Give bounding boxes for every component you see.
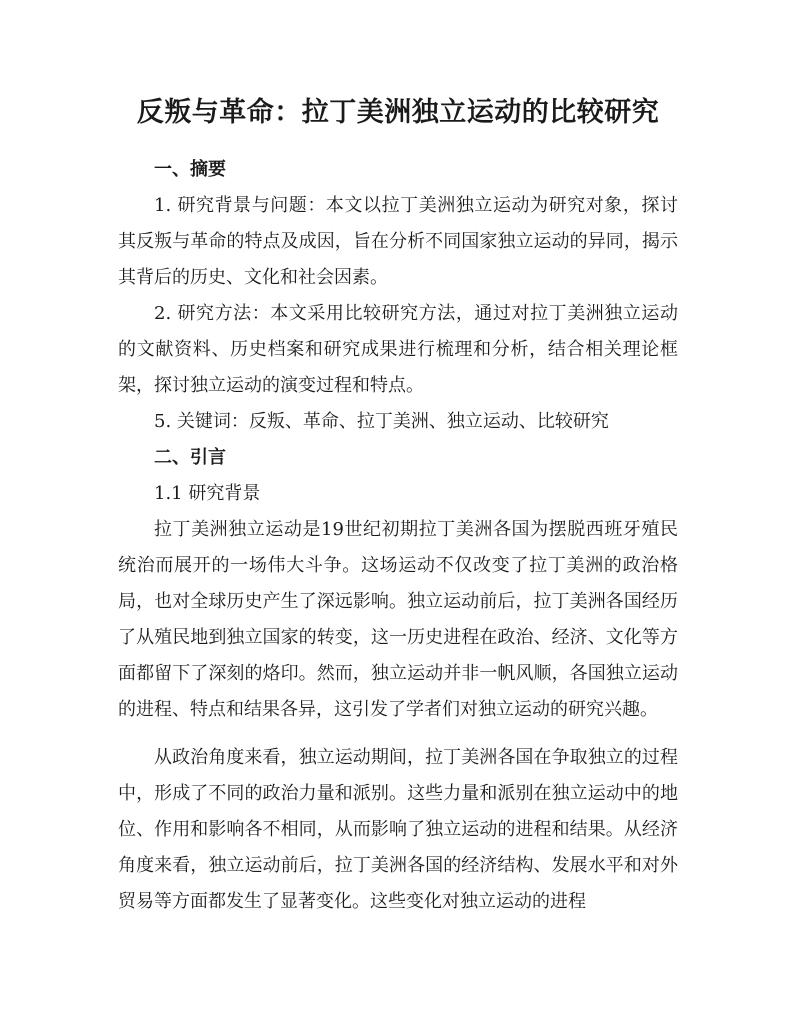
section-heading-introduction: 二、引言 (154, 447, 226, 468)
section-heading-abstract: 一、摘要 (154, 159, 226, 180)
document-page (118, 96, 678, 920)
document-title: 反叛与革命：拉丁美洲独立运动的比较研究 (136, 97, 660, 128)
subsection-heading-background: 1.1 研究背景 (154, 483, 261, 504)
intro-paragraph-2: 从政治角度来看，独立运动期间，拉丁美洲各国在争取独立的过程中，形成了不同的政治力量和派别。这些力量和派别在独立运动中的地位、作用和影响各不相同，从而影响了独立运动的进程和结果。从经济角度来看，独立运动前后，拉丁美洲各国的经济结构、发展水平和对外贸易等方面都发生了显著变化。这些变化对独立运动的进程 (118, 747, 678, 912)
abstract-paragraph-keywords: 5. 关键词：反叛、革命、拉丁美洲、独立运动、比较研究 (154, 411, 609, 432)
abstract-paragraph-method: 2. 研究方法：本文采用比较研究方法，通过对拉丁美洲独立运动的文献资料、历史档案和研究成果进行梳理和分析，结合相关理论框架，探讨独立运动的演变过程和特点。 (118, 303, 678, 396)
intro-paragraph-1: 拉丁美洲独立运动是19世纪初期拉丁美洲各国为摆脱西班牙殖民统治而展开的一场伟大斗争。这场运动不仅改变了拉丁美洲的政治格局，也对全球历史产生了深远影响。独立运动前后，拉丁美洲各国经历了从殖民地到独立国家的转变，这一历史进程在政治、经济、文化等方面都留下了深刻的烙印。然而，独立运动并非一帆风顺，各国独立运动的进程、特点和结果各异，这引发了学者们对独立运动的研究兴趣。 (118, 519, 678, 720)
abstract-paragraph-background: 1. 研究背景与问题：本文以拉丁美洲独立运动为研究对象，探讨其反叛与革命的特点及成因，旨在分析不同国家独立运动的异同，揭示其背后的历史、文化和社会因素。 (118, 195, 678, 288)
